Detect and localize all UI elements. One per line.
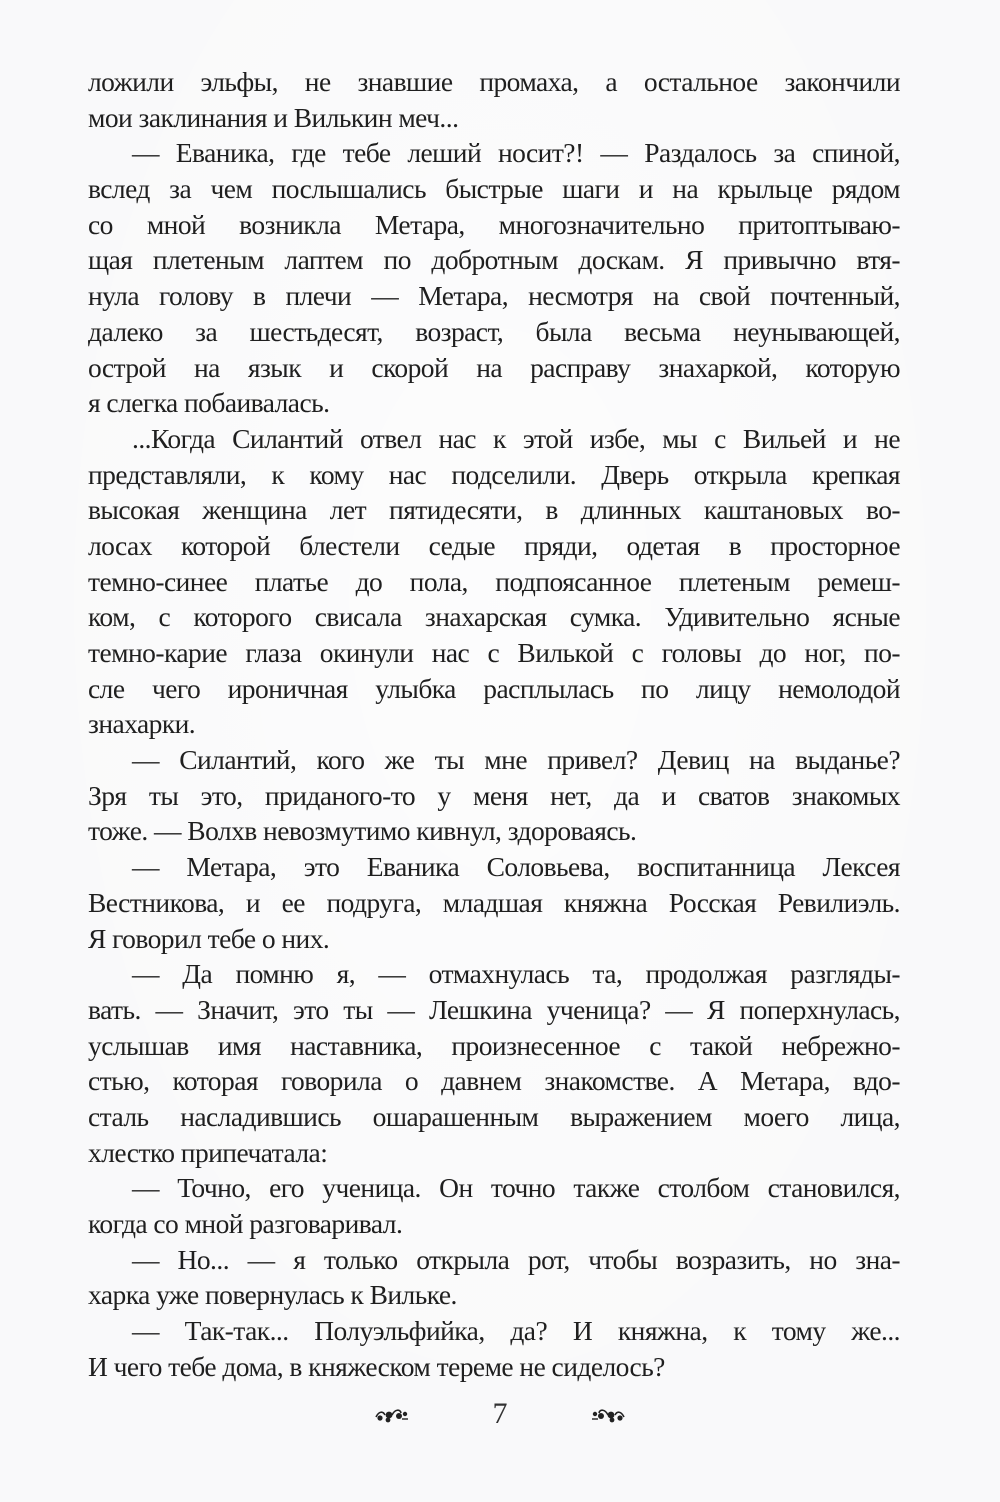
- text-line: Зря ты это, приданого-то у меня нет, да и сватов знакомых: [88, 779, 900, 811]
- text-line: — Так-так... Полуэльфийка, да? И княжна, к тому же...: [132, 1315, 900, 1347]
- text-line: представляли, к кому нас подселили. Дверь открыла крепкая: [88, 458, 900, 490]
- text-line: высокая женщина лет пятидесяти, в длинных каштановых во-: [88, 494, 900, 526]
- text-line: услышав имя наставника, произнесенное с такой небрежно-: [88, 1029, 900, 1061]
- text-line: тоже. — Волхв невозмутимо кивнул, здороваясь.: [88, 815, 637, 847]
- text-line: — Еваника, где тебе леший носит?! — Раздалось за спиной,: [132, 137, 900, 169]
- text-line: я слегка побаивалась.: [88, 387, 330, 419]
- text-line: когда со мной разговаривал.: [88, 1208, 403, 1239]
- page-footer: [0, 1394, 1000, 1434]
- text-line: со мной возникла Метара, многозначительно притоптываю-: [88, 208, 900, 240]
- text-line: щая плетеным лаптем по добротным доскам. Я привычно втя-: [88, 244, 900, 276]
- floral-vignette-left-icon: [374, 1403, 410, 1425]
- text-line: вслед за чем послышались быстрые шаги и на крыльце рядом: [88, 173, 900, 205]
- page-number: 7: [492, 1397, 508, 1430]
- text-line: — Точно, его ученица. Он точно также столбом становился,: [132, 1172, 900, 1204]
- text-line: острой на язык и скорой на расправу знахаркой, которую: [88, 351, 900, 383]
- body-text: [88, 64, 900, 1384]
- text-line: мои заклинания и Вилькин меч...: [88, 101, 459, 133]
- text-line: Вестникова, и ее подруга, младшая княжна Росская Ревилиэль.: [88, 886, 900, 918]
- text-line: лосах которой блестели седые пряди, одетая в просторное: [88, 529, 900, 561]
- text-line: сле чего ироничная улыбка расплылась по лицу немолодой: [88, 672, 900, 704]
- text-line: ложили эльфы, не знавшие промаха, а остальное закончили: [88, 66, 900, 97]
- text-line: далеко за шестьдесят, возраст, была весьма неунывающей,: [88, 315, 900, 347]
- floral-vignette-right-icon: [590, 1403, 626, 1425]
- text-line: И чего тебе дома, в княжеском тереме не сиделось?: [88, 1350, 665, 1382]
- text-line: — Силантий, кого же ты мне привел? Девиц на выданье?: [132, 744, 900, 776]
- text-line: — Но... — я только открыла рот, чтобы возразить, но зна-: [132, 1243, 900, 1275]
- text-line: ...Когда Силантий отвел нас к этой избе, мы с Вильей и не: [132, 422, 900, 454]
- text-line: темно-карие глаза окинули нас с Вилькой с головы до ног, по-: [88, 637, 900, 668]
- text-line: — Метара, это Еваника Соловьева, воспитанница Лексея: [132, 851, 900, 883]
- text-line: сталь насладившись ошарашенным выражением моего лица,: [88, 1100, 900, 1132]
- text-line: знахарки.: [88, 708, 196, 740]
- text-line: стью, которая говорила о давнем знакомстве. А Метара, вдо-: [88, 1065, 900, 1097]
- text-line: ком, с которого свисала знахарская сумка. Удивительно ясные: [88, 601, 900, 633]
- text-line: — Да помню я, — отмахнулась та, продолжая разгляды-: [132, 958, 900, 990]
- text-line: хлестко припечатала:: [88, 1136, 328, 1168]
- text-line: нула голову в плечи — Метара, несмотря на свой почтенный,: [88, 280, 900, 312]
- text-line: Я говорил тебе о них.: [88, 922, 330, 954]
- text-line: темно-синее платье до пола, подпоясанное плетеным ремеш-: [88, 565, 900, 597]
- text-line: харка уже повернулась к Вильке.: [88, 1279, 457, 1311]
- text-line: вать. — Значит, это ты — Лешкина ученица? — Я поперхнулась,: [88, 993, 900, 1025]
